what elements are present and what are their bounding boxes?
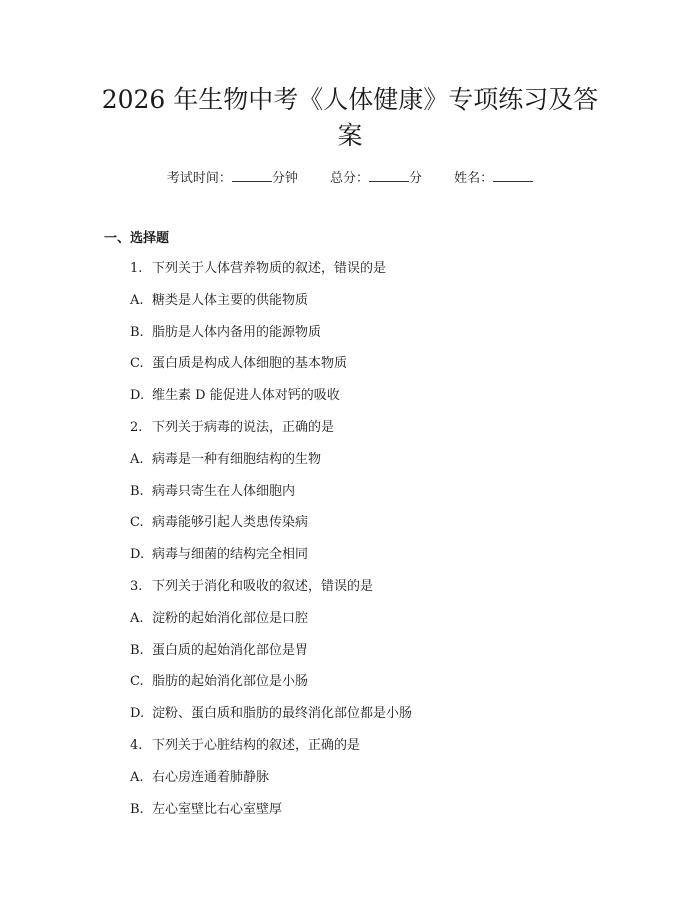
option-letter: A. <box>130 610 144 626</box>
option-text: 脂肪的起始消化部位是小肠 <box>152 674 309 690</box>
total-score-field <box>330 167 422 189</box>
option-letter: C. <box>130 356 144 372</box>
question-2-option-b <box>0 482 700 514</box>
option-text: 病毒是一种有细胞结构的生物 <box>152 451 322 467</box>
question-2 <box>0 418 700 450</box>
question-4 <box>0 736 700 768</box>
option-letter: A. <box>130 769 144 785</box>
option-letter: D. <box>130 388 145 404</box>
exam-info-row <box>0 167 700 189</box>
question-1-option-c <box>0 354 700 386</box>
exam-time-unit: 分钟 <box>271 171 298 186</box>
question-text: 下列关于人体营养物质的叙述，错误的是 <box>152 261 387 276</box>
exam-time-blank <box>232 167 272 182</box>
total-score-label: 总分： <box>329 171 369 186</box>
option-text: 淀粉的起始消化部位是口腔 <box>152 610 309 626</box>
section-heading: 一、选择题 <box>104 231 170 246</box>
student-name-field <box>454 167 533 189</box>
student-name-label: 姓名： <box>454 171 494 186</box>
option-letter: A. <box>130 292 144 308</box>
question-3 <box>0 577 700 609</box>
question-4-option-b <box>0 800 700 832</box>
option-text: 病毒能够引起人类患传染病 <box>152 515 309 531</box>
option-letter: B. <box>130 483 144 499</box>
option-text: 病毒与细菌的结构完全相同 <box>152 547 309 563</box>
question-number: 2. <box>130 419 143 435</box>
question-3-option-b <box>0 641 700 673</box>
question-text: 下列关于心脏结构的叙述，正确的是 <box>152 737 361 753</box>
option-letter: B. <box>130 642 144 658</box>
question-text: 下列关于病毒的说法，正确的是 <box>152 419 335 435</box>
option-letter: A. <box>130 451 144 467</box>
question-2-option-c <box>0 513 700 545</box>
option-text: 右心房连通着肺静脉 <box>152 769 270 785</box>
question-text: 下列关于消化和吸收的叙述，错误的是 <box>152 578 374 594</box>
question-number: 3. <box>130 578 143 594</box>
question-3-option-c <box>0 672 700 704</box>
question-1 <box>0 259 700 291</box>
question-3-option-a <box>0 609 700 641</box>
option-text: 维生素 D 能促进人体对钙的吸收 <box>152 388 340 404</box>
option-text: 左心室壁比右心室壁厚 <box>152 801 283 817</box>
option-letter: D. <box>130 706 145 722</box>
option-letter: C. <box>130 515 144 531</box>
total-score-blank <box>369 167 409 182</box>
question-2-option-a <box>0 450 700 482</box>
option-letter: C. <box>130 674 144 690</box>
question-2-option-d <box>0 545 700 577</box>
exam-time-label: 考试时间： <box>166 171 232 186</box>
question-list <box>0 259 700 831</box>
option-letter: D. <box>130 547 145 563</box>
question-1-option-b <box>0 323 700 355</box>
option-text: 蛋白质的起始消化部位是胃 <box>152 642 309 658</box>
question-number: 4. <box>130 737 143 753</box>
option-text: 病毒只寄生在人体细胞内 <box>152 483 296 499</box>
question-4-option-a <box>0 768 700 800</box>
option-text: 蛋白质是构成人体细胞的基本物质 <box>152 356 348 372</box>
question-1-option-d <box>0 386 700 418</box>
question-3-option-d <box>0 704 700 736</box>
option-text: 糖类是人体主要的供能物质 <box>152 292 309 308</box>
exam-time-field <box>167 167 298 189</box>
option-text: 淀粉、蛋白质和脂肪的最终消化部位都是小肠 <box>152 706 413 722</box>
page-title: 2026 年生物中考《人体健康》专项练习及答案 <box>101 85 599 150</box>
question-number: 1. <box>130 261 143 276</box>
question-1-option-a <box>0 291 700 323</box>
option-letter: B. <box>130 801 144 817</box>
student-name-blank <box>493 167 533 182</box>
option-text: 脂肪是人体内备用的能源物质 <box>152 324 322 340</box>
option-letter: B. <box>130 324 144 340</box>
total-score-unit: 分 <box>409 171 423 186</box>
